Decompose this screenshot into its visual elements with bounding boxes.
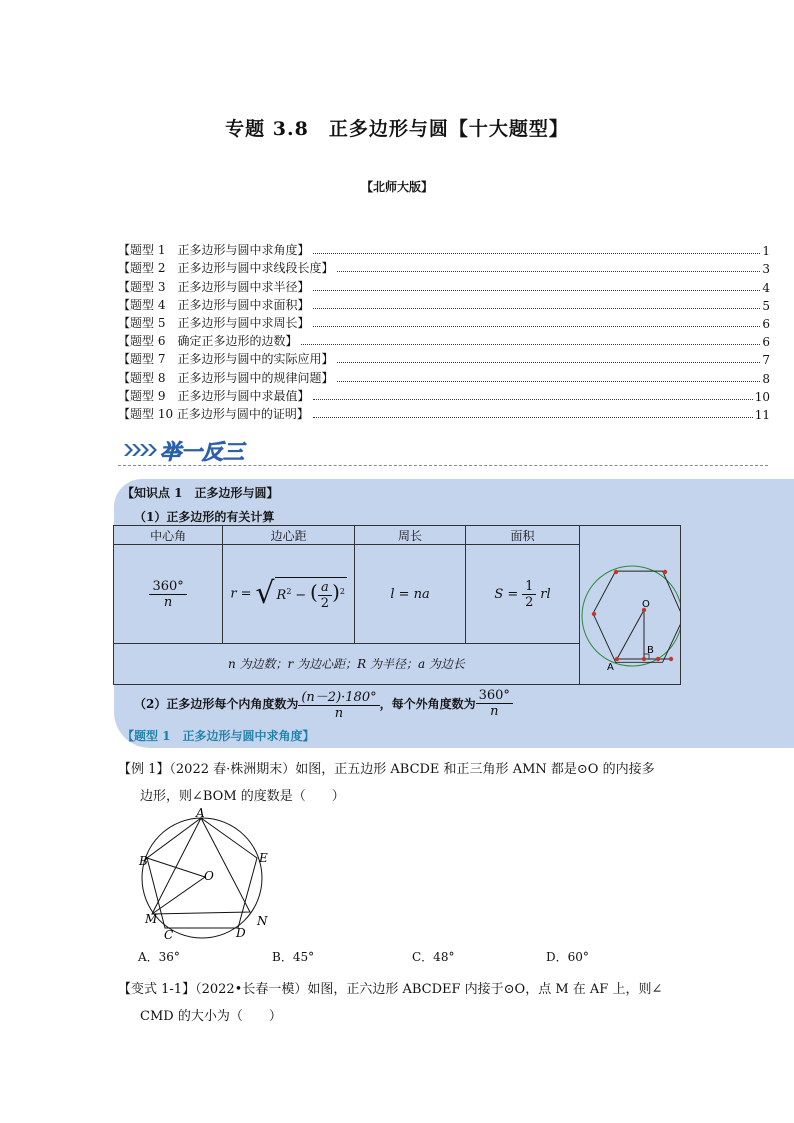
- divider: [118, 465, 768, 466]
- toc-item[interactable]: 【题型 8 正多边形与圆中的规律问题】 8: [118, 370, 770, 386]
- option-a[interactable]: A．36°: [138, 950, 180, 964]
- variables-note: n 为边数；r 为边心距；R 为半径；a 为边长: [114, 643, 580, 684]
- toc-item[interactable]: 【题型 4 正多边形与圆中求面积】 5: [118, 297, 770, 313]
- option-d[interactable]: D．60°: [546, 950, 589, 964]
- central-angle-formula: $\frac{360^\circ}{n}$: [114, 545, 223, 643]
- banner-text: 举一反三: [160, 440, 244, 464]
- page-title: 专题 3.8 正多边形与圆【十大题型】: [225, 118, 569, 140]
- edition-label: 【北师大版】: [360, 180, 433, 194]
- circle-polygon-figure: [580, 526, 680, 681]
- knowledge-title: 【知识点 1 正多边形与圆】: [122, 486, 279, 500]
- pentagon-triangle-figure: [138, 808, 278, 944]
- svg-text:D: D: [236, 926, 246, 940]
- header-area: 面积: [466, 526, 580, 545]
- example-1-text: 【例 1】（2022 春·株洲期末）如图，正五边形 ABCDE 和正三角形 AMN 都是⊙O 的内接多 边形，则∠BOM 的度数是（ ）: [118, 762, 655, 804]
- area-formula: S = $\frac{1}{2}$ rl: [466, 545, 580, 643]
- toc-item[interactable]: 【题型 7 正多边形与圆中的实际应用】 7: [118, 352, 770, 368]
- header-apothem: 边心距: [223, 526, 355, 545]
- toc-item[interactable]: 【题型 10 正多边形与圆中的证明】 11: [118, 406, 770, 422]
- chevron-arrows-icon: [124, 444, 157, 456]
- table-of-contents: [118, 240, 770, 422]
- svg-text:O: O: [204, 869, 214, 883]
- svg-text:C: C: [164, 928, 174, 940]
- question-type-1-heading: 【题型 1 正多边形与圆中求角度】: [122, 729, 315, 743]
- apothem-formula: r = √ $R^2$ − ( $\frac{a}{2}$ )$^2$: [223, 545, 355, 643]
- svg-text:M: M: [145, 912, 158, 926]
- toc-item[interactable]: 【题型 9 正多边形与圆中求最值】 10: [118, 388, 770, 404]
- header-perimeter: 周长: [355, 526, 466, 545]
- svg-text:B: B: [139, 854, 148, 868]
- svg-text:A: A: [196, 808, 205, 820]
- svg-text:A: A: [606, 662, 614, 673]
- svg-text:B: B: [646, 645, 654, 656]
- toc-item[interactable]: 【题型 5 正多边形与圆中求周长】 6: [118, 315, 770, 331]
- toc-item[interactable]: 【题型 1 正多边形与圆中求角度】 1: [118, 243, 770, 259]
- toc-item[interactable]: 【题型 6 确定正多边形的边数】 6: [118, 334, 770, 350]
- svg-text:N: N: [257, 914, 268, 928]
- svg-text:E: E: [259, 851, 268, 865]
- formula-table: [113, 525, 681, 682]
- knowledge-subtitle-1: （1）正多边形的有关计算: [134, 510, 275, 524]
- perimeter-formula: l = na: [355, 545, 466, 643]
- polygon-figure-cell: [579, 526, 680, 685]
- header-central-angle: 中心角: [114, 526, 223, 545]
- svg-text:O: O: [641, 599, 650, 610]
- knowledge-subtitle-2: （2）正多边形每个内角度数为 $\frac{(n-2)\cdot 180^\circ}{n}$ ，每个外角度数为 $\frac{360^\circ}{n}$: [134, 686, 513, 721]
- option-b[interactable]: B．45°: [272, 950, 315, 964]
- option-c[interactable]: C．48°: [412, 950, 455, 964]
- toc-item[interactable]: 【题型 2 正多边形与圆中求线段长度】 3: [118, 261, 770, 277]
- toc-item[interactable]: 【题型 3 正多边形与圆中求半径】 4: [118, 279, 770, 295]
- variant-1-1-text: 【变式 1-1】（2022•长春一模）如图，正六边形 ABCDEF 内接于⊙O，点 M 在 AF 上，则∠ CMD 的大小为（ ）: [118, 982, 663, 1024]
